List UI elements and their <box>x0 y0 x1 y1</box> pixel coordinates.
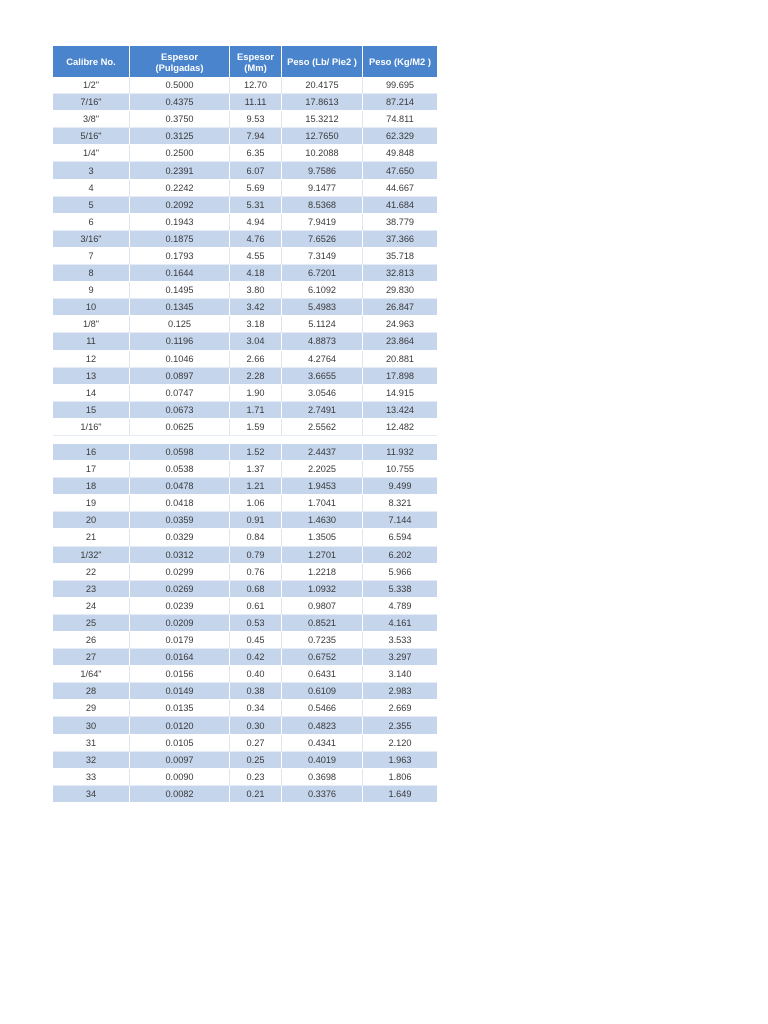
table-cell: 15.3212 <box>282 111 363 128</box>
table-row <box>53 385 437 402</box>
table-cell: 0.0897 <box>130 368 230 385</box>
table-cell: 9.499 <box>363 478 437 495</box>
table-row <box>53 547 437 564</box>
gauge-table-sheet <box>53 46 437 803</box>
table-cell: 2.355 <box>363 717 437 734</box>
table-row <box>53 632 437 649</box>
table-cell: 7/16" <box>53 94 130 111</box>
table-cell: 4.8873 <box>282 333 363 350</box>
table-cell: 0.6109 <box>282 683 363 700</box>
table-row <box>53 512 437 529</box>
table-row <box>53 180 437 197</box>
table-row <box>53 248 437 265</box>
table-row <box>53 111 437 128</box>
table-row <box>53 461 437 478</box>
table-row <box>53 299 437 316</box>
table-cell: 31 <box>53 735 130 752</box>
table-cell: 1.59 <box>230 419 282 436</box>
table-cell: 0.0418 <box>130 495 230 512</box>
table-cell: 0.4375 <box>130 94 230 111</box>
table-cell: 47.650 <box>363 162 437 179</box>
table-cell: 0.0269 <box>130 581 230 598</box>
table-cell: 6.35 <box>230 145 282 162</box>
table-row <box>53 162 437 179</box>
table-cell: 0.27 <box>230 735 282 752</box>
table-cell: 9.1477 <box>282 180 363 197</box>
page-break-gap <box>53 436 437 444</box>
table-cell: 20 <box>53 512 130 529</box>
table-cell: 0.0149 <box>130 683 230 700</box>
table-cell: 17 <box>53 461 130 478</box>
table-cell: 14.915 <box>363 385 437 402</box>
table-cell: 3/8" <box>53 111 130 128</box>
header-espesor-pulgadas <box>130 46 230 77</box>
table-cell: 0.34 <box>230 700 282 717</box>
table-cell: 35.718 <box>363 248 437 265</box>
table-cell: 5.966 <box>363 564 437 581</box>
table-row <box>53 316 437 333</box>
table-cell: 26 <box>53 632 130 649</box>
table-cell: 0.42 <box>230 649 282 666</box>
table-cell: 5.1124 <box>282 316 363 333</box>
header-row <box>53 46 437 77</box>
table-row <box>53 700 437 717</box>
table-cell: 0.3125 <box>130 128 230 145</box>
table-cell: 12.70 <box>230 77 282 94</box>
table-cell: 19 <box>53 495 130 512</box>
table-cell: 12.7650 <box>282 128 363 145</box>
table-cell: 7.9419 <box>282 214 363 231</box>
table-cell: 23 <box>53 581 130 598</box>
table-row <box>53 683 437 700</box>
table-cell: 28 <box>53 683 130 700</box>
table-body-part2 <box>53 444 437 803</box>
table-cell: 0.2242 <box>130 180 230 197</box>
table-cell: 3.0546 <box>282 385 363 402</box>
table-cell: 0.4019 <box>282 752 363 769</box>
table-header <box>53 46 437 77</box>
table-cell: 8.5368 <box>282 197 363 214</box>
table-cell: 0.1644 <box>130 265 230 282</box>
table-cell: 0.2092 <box>130 197 230 214</box>
table-cell: 0.91 <box>230 512 282 529</box>
table-cell: 0.4823 <box>282 717 363 734</box>
table-row <box>53 94 437 111</box>
table-cell: 0.38 <box>230 683 282 700</box>
table-cell: 8 <box>53 265 130 282</box>
table-cell: 4.18 <box>230 265 282 282</box>
table-cell: 6.202 <box>363 547 437 564</box>
table-cell: 0.76 <box>230 564 282 581</box>
table-cell: 1.4630 <box>282 512 363 529</box>
table-row <box>53 282 437 299</box>
table-cell: 0.0135 <box>130 700 230 717</box>
table-cell: 10.2088 <box>282 145 363 162</box>
table-cell: 37.366 <box>363 231 437 248</box>
table-cell: 24.963 <box>363 316 437 333</box>
table-cell: 2.66 <box>230 351 282 368</box>
table-cell: 1/8" <box>53 316 130 333</box>
table-cell: 2.4437 <box>282 444 363 461</box>
table-row <box>53 145 437 162</box>
table-row <box>53 581 437 598</box>
table-cell: 2.120 <box>363 735 437 752</box>
gauge-table-part1 <box>53 46 437 436</box>
table-cell: 4.161 <box>363 615 437 632</box>
table-row <box>53 598 437 615</box>
table-cell: 1.21 <box>230 478 282 495</box>
table-cell: 1/32" <box>53 547 130 564</box>
table-cell: 1/16" <box>53 419 130 436</box>
table-row <box>53 615 437 632</box>
table-cell: 0.0164 <box>130 649 230 666</box>
table-cell: 5/16" <box>53 128 130 145</box>
table-cell: 99.695 <box>363 77 437 94</box>
table-cell: 0.0097 <box>130 752 230 769</box>
table-row <box>53 649 437 666</box>
table-cell: 29.830 <box>363 282 437 299</box>
table-cell: 1/4" <box>53 145 130 162</box>
table-cell: 2.2025 <box>282 461 363 478</box>
table-cell: 0.2500 <box>130 145 230 162</box>
table-cell: 6 <box>53 214 130 231</box>
table-cell: 0.0478 <box>130 478 230 495</box>
header-label-line: Calibre No. <box>66 56 116 67</box>
table-cell: 1.3505 <box>282 529 363 546</box>
table-cell: 3/16" <box>53 231 130 248</box>
table-cell: 0.1046 <box>130 351 230 368</box>
table-cell: 10 <box>53 299 130 316</box>
header-peso-kg <box>363 46 437 77</box>
table-cell: 0.1495 <box>130 282 230 299</box>
table-cell: 62.329 <box>363 128 437 145</box>
table-cell: 0.0538 <box>130 461 230 478</box>
table-cell: 9 <box>53 282 130 299</box>
table-cell: 0.0239 <box>130 598 230 615</box>
table-cell: 49.848 <box>363 145 437 162</box>
table-cell: 0.4341 <box>282 735 363 752</box>
table-cell: 1.71 <box>230 402 282 419</box>
header-label-line: Espesor <box>237 50 274 62</box>
table-cell: 26.847 <box>363 299 437 316</box>
header-label-line: (Mm) <box>244 61 267 73</box>
table-cell: 0.25 <box>230 752 282 769</box>
table-cell: 1.06 <box>230 495 282 512</box>
table-cell: 4.76 <box>230 231 282 248</box>
table-row <box>53 128 437 145</box>
table-cell: 8.321 <box>363 495 437 512</box>
table-cell: 0.0747 <box>130 385 230 402</box>
table-cell: 2.28 <box>230 368 282 385</box>
table-row <box>53 231 437 248</box>
table-cell: 15 <box>53 402 130 419</box>
table-cell: 0.7235 <box>282 632 363 649</box>
table-cell: 0.3698 <box>282 769 363 786</box>
table-cell: 6.594 <box>363 529 437 546</box>
table-cell: 9.53 <box>230 111 282 128</box>
table-cell: 0.6431 <box>282 666 363 683</box>
table-cell: 0.3376 <box>282 786 363 803</box>
table-cell: 12 <box>53 351 130 368</box>
table-cell: 17.8613 <box>282 94 363 111</box>
table-cell: 0.8521 <box>282 615 363 632</box>
table-cell: 1.963 <box>363 752 437 769</box>
header-label-line: Espesor <box>161 50 198 62</box>
table-cell: 0.0598 <box>130 444 230 461</box>
table-cell: 0.1793 <box>130 248 230 265</box>
table-cell: 0.79 <box>230 547 282 564</box>
table-row <box>53 214 437 231</box>
table-cell: 0.3750 <box>130 111 230 128</box>
table-cell: 3.42 <box>230 299 282 316</box>
table-cell: 29 <box>53 700 130 717</box>
table-cell: 0.53 <box>230 615 282 632</box>
table-cell: 0.40 <box>230 666 282 683</box>
table-cell: 0.0625 <box>130 419 230 436</box>
table-cell: 14 <box>53 385 130 402</box>
table-cell: 1.2701 <box>282 547 363 564</box>
table-row <box>53 444 437 461</box>
table-cell: 1.90 <box>230 385 282 402</box>
table-cell: 1.52 <box>230 444 282 461</box>
table-cell: 3.140 <box>363 666 437 683</box>
table-cell: 0.1345 <box>130 299 230 316</box>
table-cell: 1.0932 <box>282 581 363 598</box>
table-cell: 0.5000 <box>130 77 230 94</box>
table-cell: 32 <box>53 752 130 769</box>
table-cell: 18 <box>53 478 130 495</box>
table-row <box>53 769 437 786</box>
table-cell: 20.4175 <box>282 77 363 94</box>
header-espesor-mm <box>230 46 282 77</box>
table-cell: 1.9453 <box>282 478 363 495</box>
table-cell: 11.932 <box>363 444 437 461</box>
table-cell: 6.07 <box>230 162 282 179</box>
table-row <box>53 735 437 752</box>
table-body-part1 <box>53 77 437 436</box>
table-cell: 30 <box>53 717 130 734</box>
table-row <box>53 402 437 419</box>
table-cell: 0.6752 <box>282 649 363 666</box>
table-cell: 1.649 <box>363 786 437 803</box>
table-cell: 0.125 <box>130 316 230 333</box>
table-cell: 11.11 <box>230 94 282 111</box>
table-cell: 0.0105 <box>130 735 230 752</box>
table-cell: 0.0359 <box>130 512 230 529</box>
table-row <box>53 419 437 436</box>
table-cell: 5.31 <box>230 197 282 214</box>
table-cell: 1.7041 <box>282 495 363 512</box>
table-row <box>53 717 437 734</box>
table-cell: 3 <box>53 162 130 179</box>
table-cell: 5.69 <box>230 180 282 197</box>
table-cell: 6.1092 <box>282 282 363 299</box>
table-cell: 1.806 <box>363 769 437 786</box>
table-cell: 17.898 <box>363 368 437 385</box>
table-cell: 4.94 <box>230 214 282 231</box>
table-cell: 0.9807 <box>282 598 363 615</box>
table-cell: 0.0329 <box>130 529 230 546</box>
table-cell: 1/2" <box>53 77 130 94</box>
table-row <box>53 478 437 495</box>
table-cell: 3.18 <box>230 316 282 333</box>
table-cell: 7.94 <box>230 128 282 145</box>
table-cell: 44.667 <box>363 180 437 197</box>
table-cell: 5 <box>53 197 130 214</box>
table-row <box>53 666 437 683</box>
table-cell: 13 <box>53 368 130 385</box>
table-cell: 24 <box>53 598 130 615</box>
header-label-line: Peso (Kg/M2 ) <box>369 56 431 67</box>
table-cell: 12.482 <box>363 419 437 436</box>
table-cell: 2.669 <box>363 700 437 717</box>
table-cell: 0.21 <box>230 786 282 803</box>
table-cell: 27 <box>53 649 130 666</box>
table-cell: 7 <box>53 248 130 265</box>
table-cell: 0.1875 <box>130 231 230 248</box>
table-cell: 0.2391 <box>130 162 230 179</box>
table-cell: 4.2764 <box>282 351 363 368</box>
table-cell: 9.7586 <box>282 162 363 179</box>
table-cell: 0.0209 <box>130 615 230 632</box>
table-cell: 16 <box>53 444 130 461</box>
table-cell: 2.7491 <box>282 402 363 419</box>
table-cell: 34 <box>53 786 130 803</box>
table-row <box>53 77 437 94</box>
table-cell: 3.04 <box>230 333 282 350</box>
table-cell: 0.5466 <box>282 700 363 717</box>
table-cell: 1.37 <box>230 461 282 478</box>
table-cell: 0.0090 <box>130 769 230 786</box>
table-cell: 7.6526 <box>282 231 363 248</box>
table-row <box>53 351 437 368</box>
table-cell: 0.0673 <box>130 402 230 419</box>
table-cell: 4.789 <box>363 598 437 615</box>
table-cell: 4.55 <box>230 248 282 265</box>
table-cell: 5.338 <box>363 581 437 598</box>
table-cell: 2.983 <box>363 683 437 700</box>
table-cell: 23.864 <box>363 333 437 350</box>
table-cell: 0.0299 <box>130 564 230 581</box>
table-row <box>53 265 437 282</box>
table-cell: 32.813 <box>363 265 437 282</box>
table-cell: 0.0120 <box>130 717 230 734</box>
table-cell: 0.0082 <box>130 786 230 803</box>
table-cell: 10.755 <box>363 461 437 478</box>
header-peso-lb <box>282 46 363 77</box>
table-cell: 1/64" <box>53 666 130 683</box>
table-cell: 1.2218 <box>282 564 363 581</box>
table-row <box>53 752 437 769</box>
table-cell: 0.0312 <box>130 547 230 564</box>
table-cell: 0.61 <box>230 598 282 615</box>
table-cell: 2.5562 <box>282 419 363 436</box>
table-cell: 0.1943 <box>130 214 230 231</box>
table-row <box>53 786 437 803</box>
table-cell: 6.7201 <box>282 265 363 282</box>
table-cell: 11 <box>53 333 130 350</box>
table-cell: 5.4983 <box>282 299 363 316</box>
table-cell: 20.881 <box>363 351 437 368</box>
header-label-line: Peso (Lb/ Pie2 ) <box>287 56 357 67</box>
table-cell: 41.684 <box>363 197 437 214</box>
table-cell: 3.6655 <box>282 368 363 385</box>
table-cell: 87.214 <box>363 94 437 111</box>
header-label-line: (Pulgadas) <box>155 61 204 73</box>
table-cell: 21 <box>53 529 130 546</box>
table-cell: 4 <box>53 180 130 197</box>
table-row <box>53 529 437 546</box>
table-cell: 13.424 <box>363 402 437 419</box>
table-cell: 3.533 <box>363 632 437 649</box>
gauge-table-part2 <box>53 444 437 803</box>
table-cell: 22 <box>53 564 130 581</box>
table-cell: 0.0179 <box>130 632 230 649</box>
table-row <box>53 197 437 214</box>
table-cell: 7.144 <box>363 512 437 529</box>
table-cell: 3.80 <box>230 282 282 299</box>
table-cell: 3.297 <box>363 649 437 666</box>
table-cell: 0.84 <box>230 529 282 546</box>
table-row <box>53 333 437 350</box>
table-cell: 0.45 <box>230 632 282 649</box>
table-cell: 0.0156 <box>130 666 230 683</box>
table-cell: 25 <box>53 615 130 632</box>
table-cell: 0.1196 <box>130 333 230 350</box>
table-cell: 0.30 <box>230 717 282 734</box>
table-cell: 7.3149 <box>282 248 363 265</box>
table-cell: 0.68 <box>230 581 282 598</box>
table-cell: 74.811 <box>363 111 437 128</box>
table-cell: 33 <box>53 769 130 786</box>
table-cell: 0.23 <box>230 769 282 786</box>
table-cell: 38.779 <box>363 214 437 231</box>
table-row <box>53 495 437 512</box>
header-calibre <box>53 46 130 77</box>
table-row <box>53 564 437 581</box>
table-row <box>53 368 437 385</box>
